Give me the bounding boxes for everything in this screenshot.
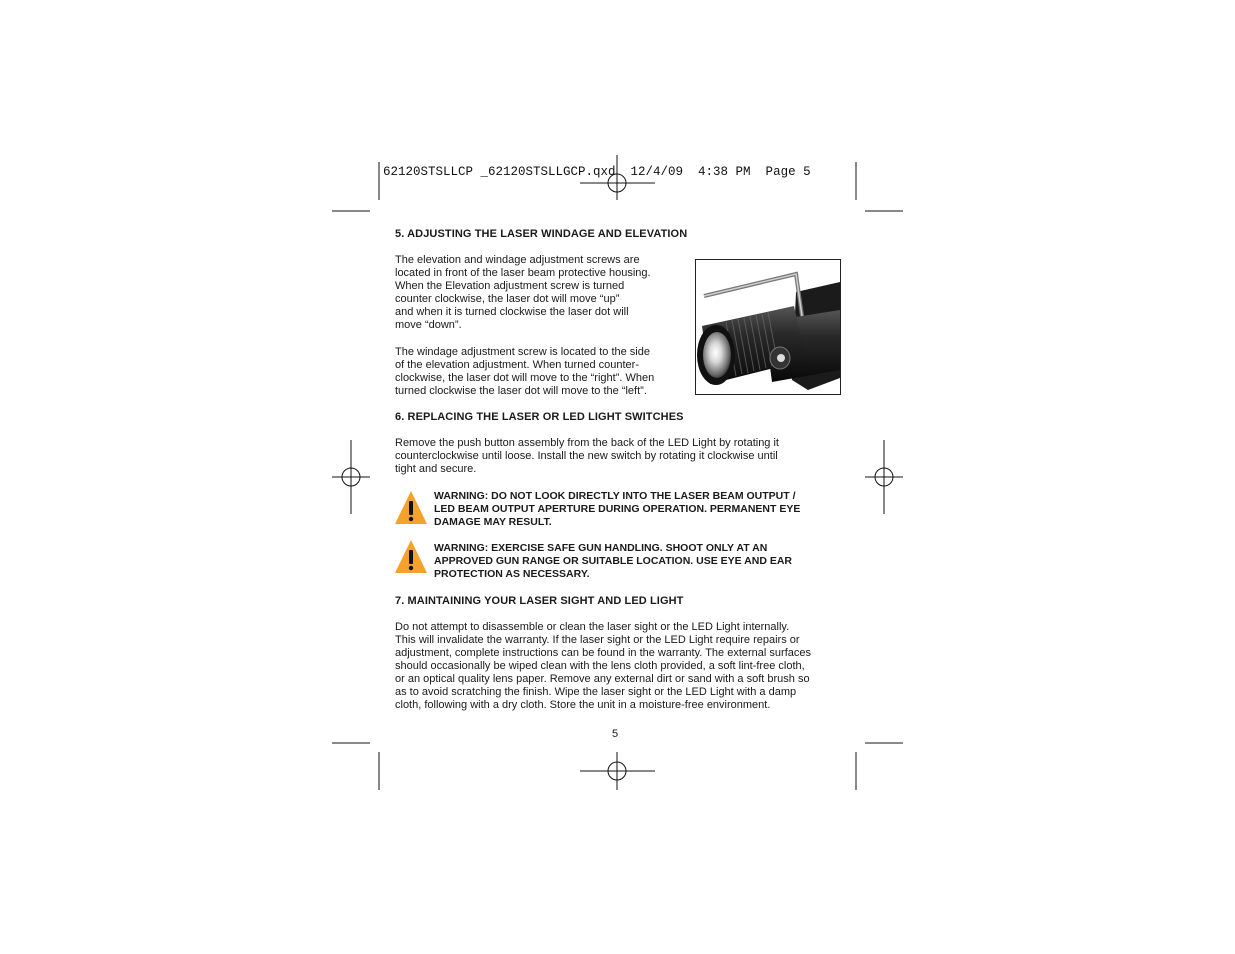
text-line: of the elevation adjustment. When turned counter- xyxy=(395,359,639,371)
section-7-heading: 7. MAINTAINING YOUR LASER SIGHT AND LED LIGHT xyxy=(395,595,684,607)
text-line: turned clockwise the laser dot will move to the “left”. xyxy=(395,385,647,397)
text-line: counter clockwise, the laser dot will move “up” xyxy=(395,293,620,305)
page-number: 5 xyxy=(612,728,619,740)
laser-sight-photo xyxy=(695,259,841,395)
warning-line: WARNING: DO NOT LOOK DIRECTLY INTO THE LASER BEAM OUTPUT / xyxy=(434,490,796,502)
text-line: move “down”. xyxy=(395,319,462,331)
section-5-heading: 5. ADJUSTING THE LASER WINDAGE AND ELEVATION xyxy=(395,228,688,240)
warning-line: PROTECTION AS NECESSARY. xyxy=(434,568,590,580)
warning-line: APPROVED GUN RANGE OR SUITABLE LOCATION. USE EYE AND EAR xyxy=(434,555,792,567)
text-line: or an optical quality lens paper. Remove any external dirt or sand with a soft brush so xyxy=(395,673,810,685)
warning-line: DAMAGE MAY RESULT. xyxy=(434,516,552,528)
text-line: cloth, following with a dry cloth. Store the unit in a moisture-free environment. xyxy=(395,699,771,711)
text-line: clockwise, the laser dot will move to the “right”. When xyxy=(395,372,655,384)
text-line: as to avoid scratching the finish. Wipe the laser sight or the LED Light with a damp xyxy=(395,686,797,698)
text-line: located in front of the laser beam protective housing. xyxy=(395,267,651,279)
warning-line: LED BEAM OUTPUT APERTURE DURING OPERATION. PERMANENT EYE xyxy=(434,503,801,515)
section-6-paragraph xyxy=(395,437,779,476)
text-line: This will invalidate the warranty. If the laser sight or the LED Light require repairs or xyxy=(395,634,800,646)
text-line: The elevation and windage adjustment screws are xyxy=(395,254,640,266)
section-5-paragraph-1 xyxy=(395,254,651,332)
text-line: Do not attempt to disassemble or clean the laser sight or the LED Light internally. xyxy=(395,621,790,633)
section-7-paragraph xyxy=(395,621,811,712)
text-line: counterclockwise until loose. Install the new switch by rotating it clockwise until xyxy=(395,450,778,462)
text-line: Remove the push button assembly from the back of the LED Light by rotating it xyxy=(395,437,779,449)
text-line: and when it is turned clockwise the laser dot will xyxy=(395,306,629,318)
section-6-heading: 6. REPLACING THE LASER OR LED LIGHT SWITCHES xyxy=(395,411,684,423)
text-line: tight and secure. xyxy=(395,463,477,475)
text-line: should occasionally be wiped clean with the lens cloth provided, a soft lint-free cloth, xyxy=(395,660,805,672)
text-line: When the Elevation adjustment screw is turned xyxy=(395,280,625,292)
warning-1-text xyxy=(434,490,800,529)
laser-sight-illustration xyxy=(696,260,840,394)
text-line: adjustment, complete instructions can be found in the warranty. The external surfaces xyxy=(395,647,811,659)
warning-triangle-icon xyxy=(394,490,428,525)
warning-2-text xyxy=(434,542,792,581)
warning-triangle-icon xyxy=(394,539,428,574)
file-slug: 62120STSLLCP _62120STSLLGCP.qxd 12/4/09 4:38 PM Page 5 xyxy=(383,165,811,179)
text-line: The windage adjustment screw is located to the side xyxy=(395,346,650,358)
warning-line: WARNING: EXERCISE SAFE GUN HANDLING. SHOOT ONLY AT AN xyxy=(434,542,768,554)
section-5-paragraph-2 xyxy=(395,346,654,398)
